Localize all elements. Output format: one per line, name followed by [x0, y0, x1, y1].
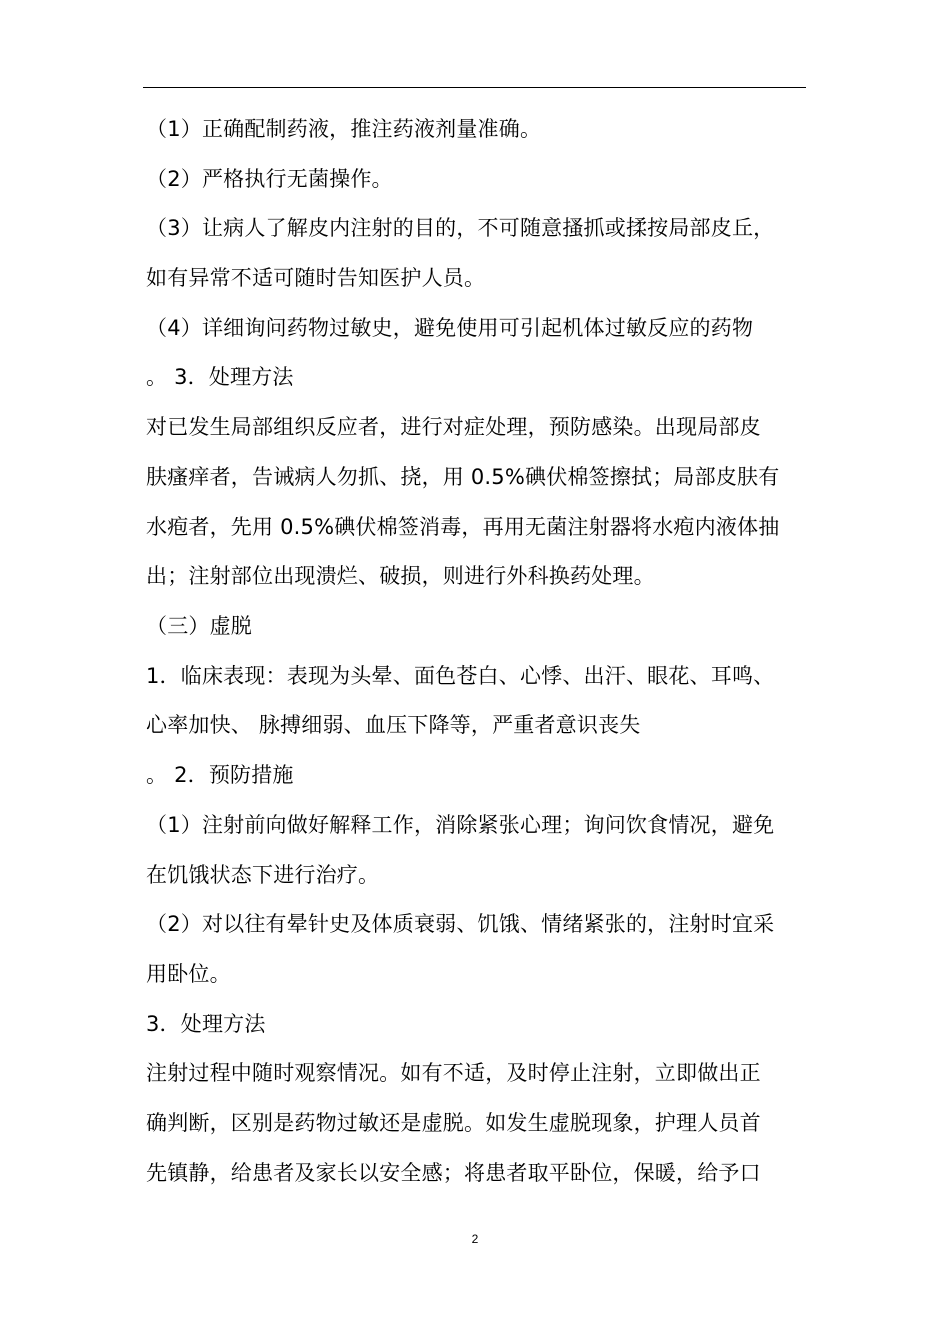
header-rule — [143, 87, 806, 88]
text-line: 先镇静，给患者及家长以安全感；将患者取平卧位，保暖，给予口 — [146, 1161, 761, 1185]
text-line: （2）严格执行无菌操作。 — [146, 167, 393, 191]
text-line: 注射过程中随时观察情况。如有不适，及时停止注射，立即做出正 — [146, 1061, 761, 1085]
text-line: 。 2．预防措施 — [146, 763, 294, 787]
text-line: 1．临床表现：表现为头晕、面色苍白、心悸、出汗、眼花、耳鸣、 — [146, 664, 775, 688]
text-line: 出；注射部位出现溃烂、破损，则进行外科换药处理。 — [146, 564, 655, 588]
text-line: （1）注射前向做好解释工作，消除紧张心理；询问饮食情况，避免 — [146, 813, 775, 837]
text-line: 心率加快、 脉搏细弱、血压下降等，严重者意识丧失 — [146, 713, 641, 737]
text-line: 3．处理方法 — [146, 1012, 266, 1036]
text-line: （3）让病人了解皮内注射的目的，不可随意搔抓或揉按局部皮丘， — [146, 216, 775, 240]
page-number: 2 — [471, 1232, 479, 1246]
text-line: （4）详细询问药物过敏史，避免使用可引起机体过敏反应的药物 — [146, 316, 754, 340]
text-line: 对已发生局部组织反应者，进行对症处理，预防感染。出现局部皮 — [146, 415, 761, 439]
text-line: 水疱者，先用 0.5%碘伏棉签消毒，再用无菌注射器将水疱内液体抽 — [146, 515, 780, 539]
text-line: 如有异常不适可随时告知医护人员。 — [146, 266, 486, 290]
text-line: 。 3．处理方法 — [146, 365, 294, 389]
text-line: （2）对以往有晕针史及体质衰弱、饥饿、情绪紧张的，注射时宜采 — [146, 912, 775, 936]
text-line: （1）正确配制药液，推注药液剂量准确。 — [146, 117, 542, 141]
text-line: 确判断，区别是药物过敏还是虚脱。如发生虚脱现象，护理人员首 — [146, 1111, 761, 1135]
text-line: 在饥饿状态下进行治疗。 — [146, 863, 380, 887]
section-heading: （三）虚脱 — [146, 614, 252, 638]
text-line: 肤瘙痒者，告诫病人勿抓、挠，用 0.5%碘伏棉签擦拭；局部皮肤有 — [146, 465, 780, 489]
text-line: 用卧位。 — [146, 962, 231, 986]
